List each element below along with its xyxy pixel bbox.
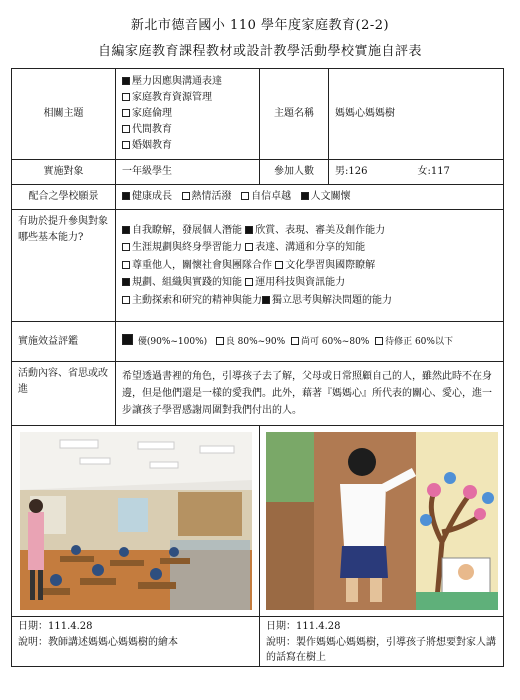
ability-row: [12, 210, 504, 322]
theme-name-value: 媽媽心媽媽樹: [329, 69, 504, 160]
eval-option[interactable]: 待修正 60%以下: [375, 337, 453, 347]
topic-option[interactable]: 家庭倫理: [122, 106, 253, 122]
checkbox-checked-icon: [122, 334, 133, 345]
eval-option[interactable]: 尚可 60%~80%: [291, 337, 369, 347]
checkbox-empty-icon: [291, 337, 299, 345]
vision-label: 配合之學校願景: [12, 185, 116, 210]
reflection-row: [12, 362, 504, 426]
target-row: [12, 160, 504, 185]
ability-option[interactable]: 尊重他人，關懷社會與團隊合作: [122, 260, 272, 271]
ability-option[interactable]: 表達、溝通和分享的知能: [245, 242, 365, 253]
theme-name-label: 主題名稱: [260, 69, 329, 160]
ability-option[interactable]: 生涯規劃與終身學習能力: [122, 242, 242, 253]
participants-value: [329, 160, 504, 185]
tree-activity-photo: [266, 432, 498, 610]
checkbox-empty-icon: [122, 296, 130, 304]
reflection-text: 希望透過書裡的角色，引導孩子去了解，父母或日常照顧自己的人，雖然此時不在身邊，但是他們還是一樣的愛我們。此外，藉著『媽媽心』所代表的關心、愛心，進一步讓孩子學習感謝周圍對我們付出的人。: [116, 362, 504, 426]
vision-options: [116, 185, 504, 210]
photo-caption-left: [12, 617, 260, 667]
male-count: 男:126: [335, 166, 368, 178]
checkbox-checked-icon: [122, 278, 130, 286]
photo-date: 日期：111.4.28: [266, 621, 341, 632]
checkbox-empty-icon: [122, 93, 130, 101]
photo-description: 說明：教師講述媽媽心媽媽樹的繪本: [18, 636, 178, 648]
checkbox-empty-icon: [122, 261, 130, 269]
ability-option[interactable]: 運用科技與資訊能力: [245, 277, 345, 288]
checkbox-checked-icon: [122, 77, 130, 85]
checkbox-checked-icon: [262, 296, 270, 304]
ability-option[interactable]: 欣賞、表現、審美及創作能力: [245, 225, 385, 236]
checkbox-empty-icon: [122, 243, 130, 251]
checkbox-empty-icon: [375, 337, 383, 345]
eval-options: [116, 322, 504, 362]
topic-options: [116, 69, 260, 160]
topic-option[interactable]: 婚姻教育: [122, 138, 253, 154]
photo-date: 日期：111.4.28: [18, 621, 93, 632]
checkbox-checked-icon: [122, 192, 130, 200]
caption-row: [12, 617, 504, 667]
photo-row: [12, 426, 504, 617]
ability-option[interactable]: 文化學習與國際瞭解: [275, 260, 375, 271]
document-title: 新北市德音國小 110 學年度家庭教育(2-2): [130, 18, 390, 33]
photo-description: 說明：製作媽媽心媽媽樹，引導孩子將想要對家人講的話寫在樹上: [266, 636, 496, 663]
female-count: 女:117: [417, 166, 450, 178]
photo-cell-right: [260, 426, 504, 617]
checkbox-empty-icon: [245, 278, 253, 286]
vision-row: [12, 185, 504, 210]
target-label: 實施對象: [12, 160, 116, 185]
checkbox-checked-icon: [122, 226, 130, 234]
photo-caption-right: [260, 617, 504, 667]
checkbox-checked-icon: [301, 192, 309, 200]
checkbox-empty-icon: [182, 192, 190, 200]
eval-label: 實施效益評鑑: [12, 322, 116, 362]
eval-row: [12, 322, 504, 362]
topic-option[interactable]: 壓力因應與溝通表達: [122, 74, 253, 90]
eval-option[interactable]: 優(90%~100%): [122, 337, 207, 347]
ability-option[interactable]: 主動探索和研究的精神與能力: [122, 295, 262, 306]
document-subtitle: 自編家庭教育課程教材或設計教學活動學校實施自評表: [97, 44, 422, 59]
topic-row: [12, 69, 504, 160]
vision-option[interactable]: 熱情活潑: [182, 191, 232, 202]
checkbox-empty-icon: [122, 141, 130, 149]
eval-option[interactable]: 良 80%~90%: [216, 337, 285, 347]
target-value: 一年級學生: [116, 160, 260, 185]
vision-option[interactable]: 自信卓越: [241, 191, 291, 202]
ability-label: 有助於提升參與對象哪些基本能力?: [12, 210, 116, 322]
topic-option[interactable]: 代間教育: [122, 122, 253, 138]
participants-label: 參加人數: [260, 160, 329, 185]
checkbox-checked-icon: [245, 226, 253, 234]
checkbox-empty-icon: [241, 192, 249, 200]
ability-option[interactable]: 自我瞭解，發展個人潛能: [122, 225, 242, 236]
topic-option[interactable]: 家庭教育資源管理: [122, 90, 253, 106]
evaluation-form: [11, 68, 504, 667]
checkbox-empty-icon: [122, 109, 130, 117]
reflection-label: 活動內容、省思或改進: [12, 362, 116, 426]
ability-option[interactable]: 規劃、組織與實踐的知能: [122, 277, 242, 288]
checkbox-empty-icon: [245, 243, 253, 251]
vision-option[interactable]: 健康成長: [122, 191, 172, 202]
classroom-photo: [20, 432, 252, 610]
checkbox-empty-icon: [216, 337, 224, 345]
ability-option[interactable]: 獨立思考與解決問題的能力: [262, 295, 392, 306]
checkbox-empty-icon: [275, 261, 283, 269]
checkbox-empty-icon: [122, 125, 130, 133]
vision-option[interactable]: 人文關懷: [301, 191, 351, 202]
ability-options: [116, 210, 504, 322]
topic-label: 相關主題: [12, 69, 116, 160]
photo-cell-left: [12, 426, 260, 617]
